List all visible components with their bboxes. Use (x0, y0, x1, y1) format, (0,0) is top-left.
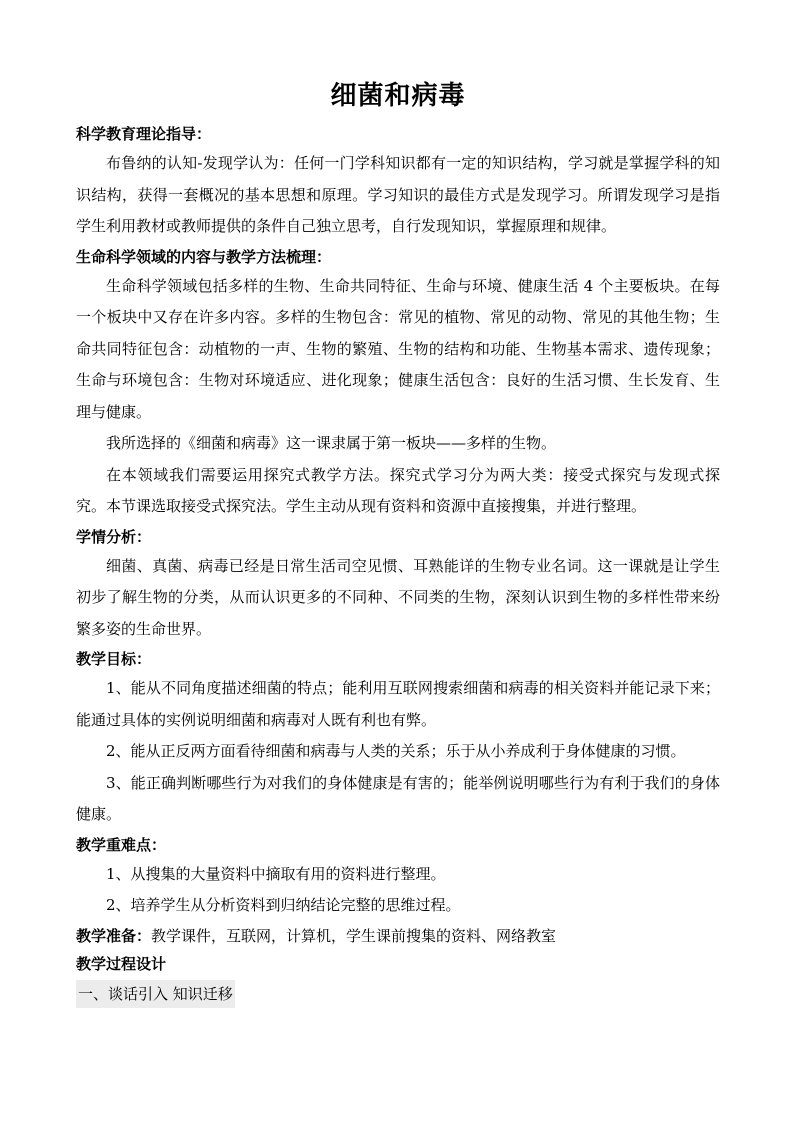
section-content-methods (76, 243, 720, 523)
section-heading: 教学重难点： (76, 835, 167, 854)
preparation-label: 教学准备： (76, 926, 152, 945)
section-heading: 生命科学领域的内容与教学方法梳理： (76, 247, 332, 266)
section-objectives (76, 645, 720, 831)
preparation-text: 教学课件，互联网，计算机，学生课前搜集的资料、网络教室 (151, 926, 557, 945)
paragraph: 2、培养学生从分析资料到归纳结论完整的思维过程。 (106, 896, 461, 914)
section-heading: 教学目标： (76, 650, 152, 668)
document-page (76, 78, 720, 1008)
paragraph: 生命科学领域包括多样的生物、生命共同特征、生命与环境、健康生活 4 个主要板块。在每一个板块中又存在许多内容。多样的生物包含：常见的植物、常见的动物、常见的其他生物；生命共同特征包含：动植物的一声、生物的繁殖、生物的结构和功能、生物基本需求、遗传现象；生命与环境包含：生物对环境适应、进化现象；健康生活包含：良好的生活习惯、生长发育、生理与健康。 (76, 276, 720, 421)
document-title: 细菌和病毒 (330, 81, 466, 111)
paragraph: 2、能从正反两方面看待细菌和病毒与人类的关系；乐于从小养成利于身体健康的习惯。 (106, 742, 686, 760)
section-key-points (76, 831, 720, 922)
section-heading: 科学教育理论指导： (76, 125, 212, 143)
paragraph: 细菌、真菌、病毒已经是日常生活司空见惯、耳熟能详的生物专业名词。这一课就是让学生初步了解生物的分类，从而认识更多的不同种、不同类的生物，深刻认识到生物的多样性带来纷繁多姿的生命世界。 (76, 556, 720, 638)
paragraph: 1、从搜集的大量资料中摘取有用的资料进行整理。 (106, 864, 446, 883)
process-heading: 教学过程设计 (76, 954, 167, 973)
section-student-analysis (76, 523, 720, 646)
paragraph: 布鲁纳的认知-发现学认为：任何一门学科知识都有一定的知识结构，学习就是掌握学科的知识结构，获得一套概况的基本思想和原理。学习知识的最佳方式是发现学习。所谓发现学习是指学生利用教材或教师提供的条件自己独立思考，自行发现知识，掌握原理和规律。 (76, 154, 720, 235)
process-step-label: 一、谈话引入 知识迁移 (76, 980, 235, 1008)
section-heading: 学情分析： (76, 527, 152, 546)
section-theory (76, 120, 720, 243)
paragraph: 我所选择的《细菌和病毒》这一课隶属于第一板块——多样的生物。 (106, 434, 557, 452)
paragraph: 1、能从不同角度描述细菌的特点；能利用互联网搜索细菌和病毒的相关资料并能记录下来；能通过具体的实例说明细菌和病毒对人既有利也有弊。 (76, 679, 720, 729)
preparation-line (76, 922, 720, 950)
paragraph: 3、能正确判断哪些行为对我们的身体健康是有害的；能举例说明哪些行为有利于我们的身体健康。 (76, 773, 720, 823)
paragraph: 在本领域我们需要运用探究式教学方法。探究式学习分为两大类：接受式探究与发现式探究。本节课选取接受式探究法。学生主动从现有资料和资源中直接搜集，并进行整理。 (76, 465, 720, 515)
